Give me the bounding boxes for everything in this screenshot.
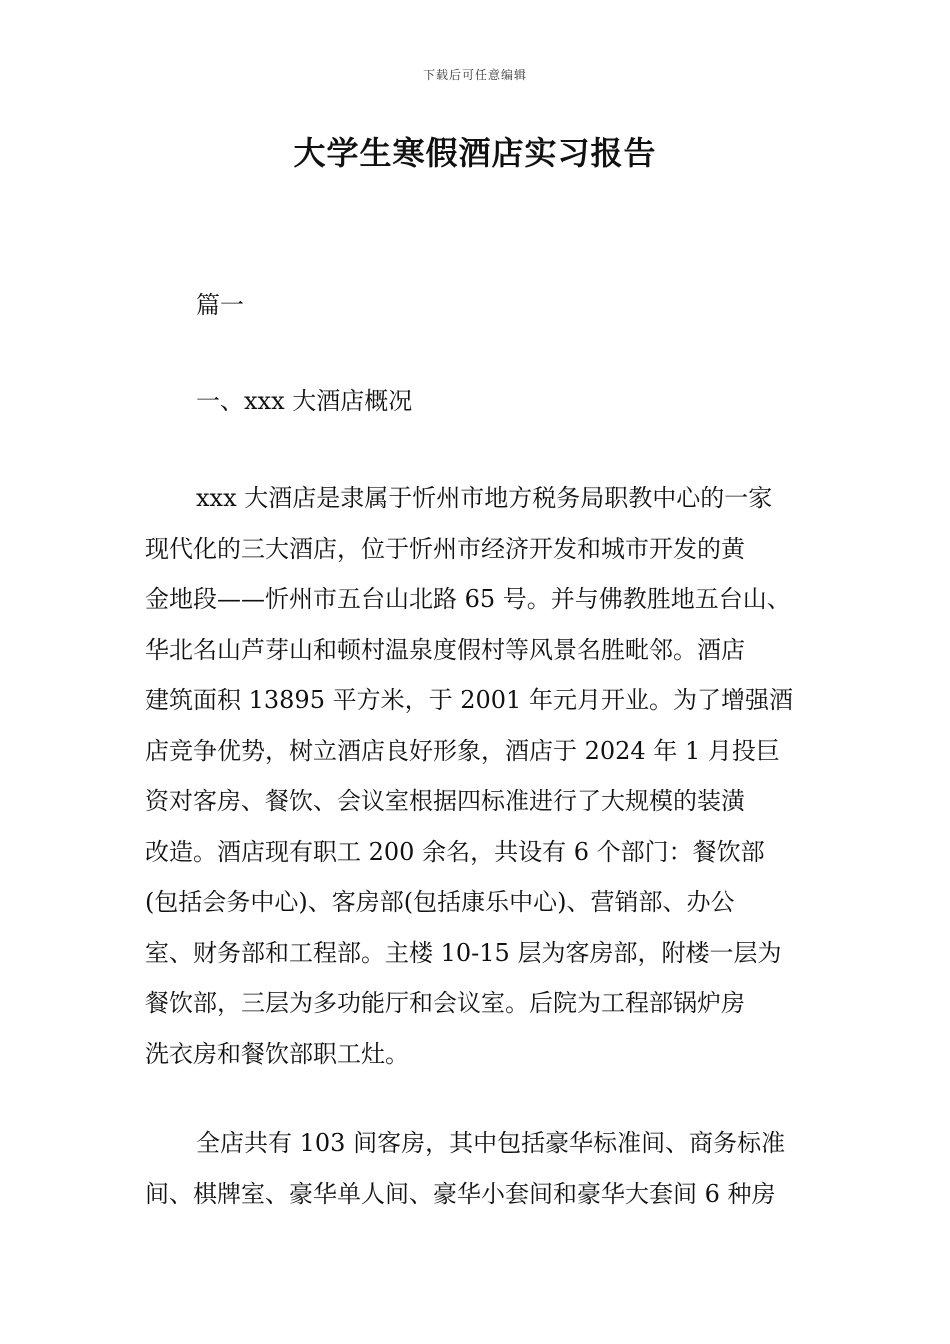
paragraph-line: 全店共有 103 间客房，其中包括豪华标准间、商务标准 bbox=[196, 1129, 786, 1157]
paragraph-rooms bbox=[145, 1118, 825, 1219]
paragraph-line: 建筑面积 13895 平方米，于 2001 年元月开业。为了增强酒 bbox=[145, 686, 793, 714]
paragraph-line: 店竞争优势，树立酒店良好形象，酒店于 2024 年 1 月投巨 bbox=[145, 736, 780, 765]
paragraph-line: xxx 大酒店是隶属于忻州市地方税务局职教中心的一家 bbox=[196, 484, 773, 512]
header-note: 下载后可任意编辑 bbox=[422, 68, 527, 82]
part-label: 篇一 bbox=[196, 291, 244, 319]
paragraph-line: 洗衣房和餐饮部职工灶。 bbox=[145, 1039, 409, 1068]
paragraph-line: (包括会务中心)、客房部(包括康乐中心)、营销部、办公 bbox=[145, 888, 735, 916]
paragraph-line: 间、棋牌室、豪华单人间、豪华小套间和豪华大套间 6 种房 bbox=[145, 1179, 776, 1208]
paragraph-line: 金地段——忻州市五台山北路 65 号。并与佛教胜地五台山、 bbox=[145, 585, 791, 613]
paragraph-line: 改造。酒店现有职工 200 余名，共设有 6 个部门：餐饮部 bbox=[145, 837, 765, 866]
paragraph-line: 资对客房、餐饮、会议室根据四标准进行了大规模的装潢 bbox=[145, 787, 745, 815]
paragraph-overview bbox=[145, 473, 825, 1079]
section-heading: 一、xxx 大酒店概况 bbox=[196, 387, 413, 415]
paragraph-line: 现代化的三大酒店，位于忻州市经济开发和城市开发的黄 bbox=[145, 534, 745, 563]
paragraph-line: 华北名山芦芽山和顿村温泉度假村等风景名胜毗邻。酒店 bbox=[145, 635, 745, 664]
document-title: 大学生寒假酒店实习报告 bbox=[293, 134, 657, 172]
paragraph-line: 餐饮部，三层为多功能厅和会议室。后院为工程部锅炉房 bbox=[145, 989, 745, 1017]
paragraph-line: 室、财务部和工程部。主楼 10-15 层为客房部，附楼一层为 bbox=[145, 938, 782, 967]
